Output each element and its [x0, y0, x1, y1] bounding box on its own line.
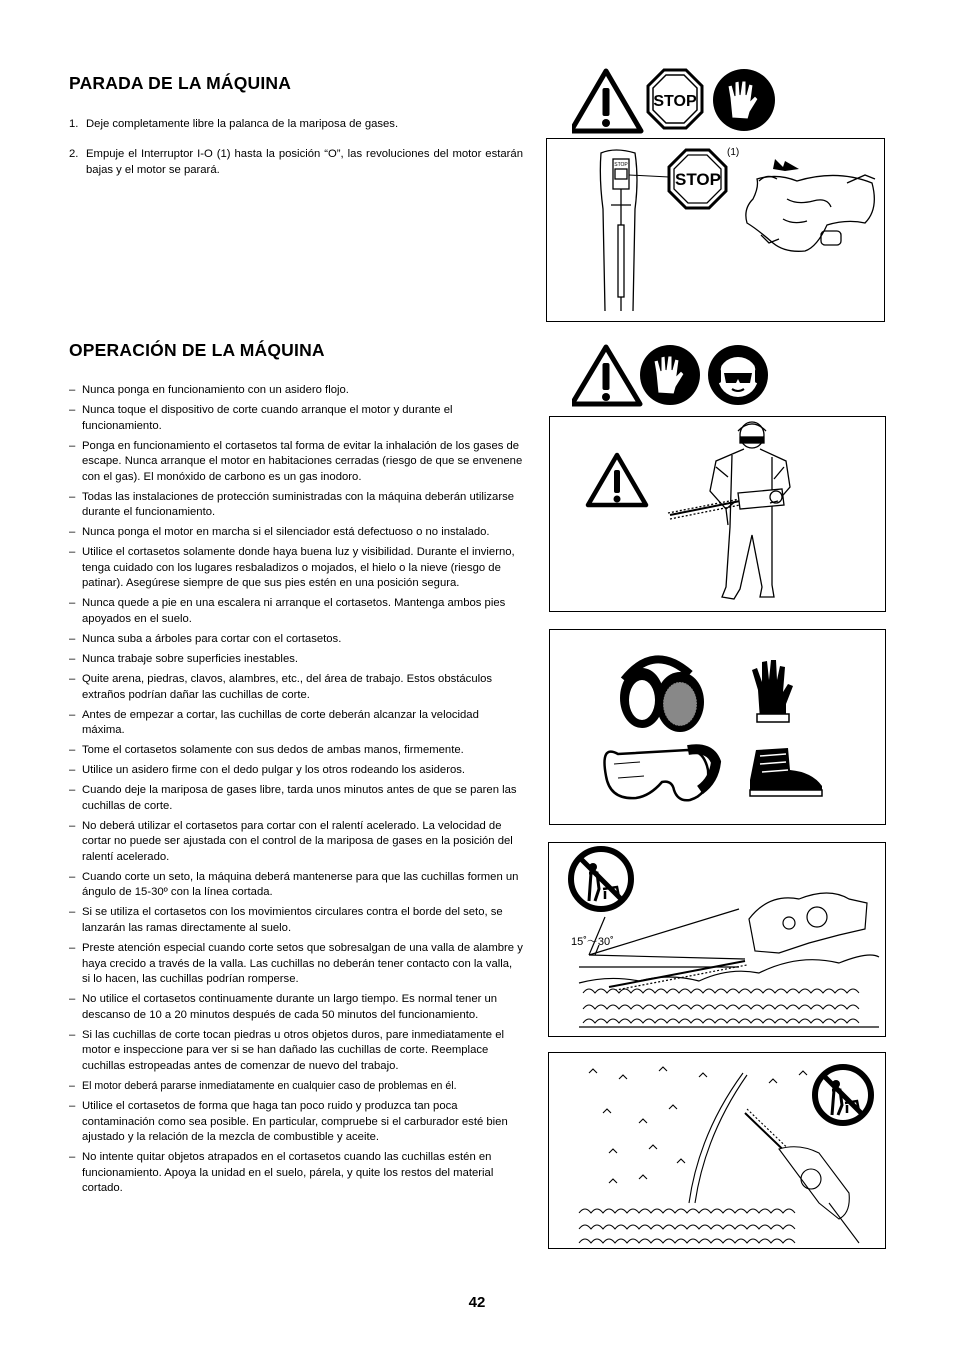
- svg-text:STOP: STOP: [614, 162, 628, 168]
- list-item: – No utilice el cortasetos continuamente durante un largo tiempo. Es normal tener un descanso de 10 a 20 minutos después de cada 50 minutos del funcionamiento.: [69, 992, 523, 1023]
- stop-sign-icon: [669, 150, 726, 208]
- hedge-foliage-drawing: [579, 1209, 795, 1243]
- list-item: – Utilice el cortasetos solamente donde haya buena luz y visibilidad. Durante el invierno, tenga cuidado con los lugares resbaladizos o mojados, el hielo o la nieve (riesgo de patinar). Asegúrese siempre de que sus pies estén en una posición segura.: [69, 545, 523, 592]
- stop-switch-figure: [546, 138, 885, 322]
- list-item: – El motor deberá pararse inmediatamente en cualquier caso de problemas en él.: [69, 1079, 523, 1095]
- list-item: – Si las cuchillas de corte tocan piedras u otros objetos duros, pare inmediatamente el motor e inspeccione para ver si se han dañado las cuchillas de corte. Reemplace cuchillas estropeadas antes de comenzar de nuevo del trabajo.: [69, 1028, 523, 1075]
- list-item: – Cuando deje la mariposa de gases libre, tarda unos minutos antes de que se paren las cuchillas de corte.: [69, 783, 523, 814]
- ear-eye-protection-icon: [708, 345, 768, 405]
- list-item: – Tome el cortasetos solamente con sus dedos de ambas manos, firmemente.: [69, 743, 523, 759]
- svg-text:STOP: STOP: [653, 93, 697, 110]
- list-item: – Quite arena, piedras, clavos, alambres, etc., del área de trabajo. Estos obstáculos extraños podrían dañar las cuchillas de corte.: [69, 672, 523, 703]
- switch-label-text: [614, 162, 628, 168]
- push-arrow-icon: [773, 159, 799, 171]
- stop-sign-icon: [648, 70, 702, 128]
- step-1: 1. Deje completamente libre la palanca de la mariposa de gases.: [69, 118, 399, 130]
- warning-triangle-icon: [572, 347, 640, 404]
- protective-equipment-figure: [549, 629, 886, 825]
- gloves-mandatory-icon: [713, 69, 775, 131]
- operation-list: [69, 383, 523, 1201]
- hand-on-switch-drawing: [746, 175, 875, 251]
- list-item: – Si se utiliza el cortasetos con los movimientos circulares contra el borde del seto, se lanzarán las ramas directamente al suelo.: [69, 905, 523, 936]
- ear-muffs-icon: [620, 659, 704, 732]
- safety-goggles-icon: [605, 749, 717, 800]
- list-item: – Ponga en funcionamiento el cortasetos tal forma de evitar la inhalación de los gases de escape. Nunca arranque el motor en habitaciones cerradas (riesgo de que se envenene con el gas). El monóxido de carbono es un gas inodoro.: [69, 439, 523, 486]
- list-item: – No intente quitar objetos atrapados en el cortasetos cuando las cuchillas estén en funcionamiento. Apoya la unidad en el suelo, párela, y quite los restos del material cortado.: [69, 1150, 523, 1197]
- cutting-angle-figure: [548, 842, 886, 1037]
- callout-1: (1): [727, 147, 740, 158]
- list-item: – Nunca trabaje sobre superficies inestables.: [69, 652, 523, 668]
- stop-section-icons: [572, 68, 778, 134]
- list-item: – Nunca quede a pie en una escalera ni arranque el cortasetos. Mantenga ambos pies apoyados en el suelo.: [69, 596, 523, 627]
- list-item: – Nunca toque el dispositivo de corte cuando arranque el motor y durante el funcionamiento.: [69, 403, 523, 434]
- section-title-operation: OPERACIÓN DE LA MÁQUINA: [69, 340, 325, 360]
- operator-with-hedge-trimmer-drawing: [668, 422, 790, 599]
- svg-text:STOP: STOP: [675, 170, 721, 189]
- no-people-animals-icon: [571, 849, 631, 909]
- list-item: – No deberá utilizar el cortasetos para cortar con el ralentí acelerado. La velocidad de cortar no puede ser ajustada con el control de la mariposa de gases en la posición del ralentí acelerado.: [69, 819, 523, 866]
- step-2: 2. Empuje el Interruptor I-O (1) hasta la posición “O”, las revoluciones del motor estarán bajas y el motor se parará.: [69, 148, 523, 176]
- angle-label: 15˚～30˚: [571, 936, 614, 948]
- list-item: – Utilice el cortasetos de forma que haga tan poco ruido y produzca tan poca contaminación como sea posible. En particular, compruebe si el carburador esté bien ajustado y la relación de la mezcla de combustible y aceite.: [69, 1099, 523, 1146]
- warning-triangle-icon: [572, 71, 641, 131]
- no-people-animals-icon: [815, 1067, 871, 1123]
- list-item: – Antes de empezar a cortar, las cuchillas de corte deberán alcanzar la velocidad máxima.: [69, 708, 523, 739]
- list-item: – Utilice un asidero firme con el dedo pulgar y los otros rodeando los asideros.: [69, 763, 523, 779]
- list-item: – Todas las instalaciones de protección suministradas con la máquina deberán utilizarse durante el funcionamiento.: [69, 490, 523, 521]
- list-item: – Nunca ponga en funcionamiento con un asidero flojo.: [69, 383, 523, 399]
- side-trimming-figure: [548, 1052, 886, 1249]
- section-title-stop: PARADA DE LA MÁQUINA: [69, 73, 292, 93]
- handle-drawing: [600, 150, 637, 311]
- list-item: – Cuando corte un seto, la máquina deberá mantenerse para que las cuchillas formen un ángulo de 15-30º con la línea cortada.: [69, 870, 523, 901]
- warning-triangle-icon: [588, 455, 646, 505]
- glove-icon: [752, 660, 793, 722]
- page-number: 42: [468, 1294, 486, 1311]
- list-item: – Nunca suba a árboles para cortar con el cortasetos.: [69, 632, 523, 648]
- list-item: – Preste atención especial cuando corte setos que sobresalgan de una valla de alambre y haya crecido a través de la valla. Las cuchillas no deberán tener contacto con la valla, si lo hacen, las cuchillas podrían romperse.: [69, 941, 523, 988]
- hedge-foliage-drawing: [583, 989, 859, 1023]
- operation-section-icons: [572, 343, 778, 407]
- safety-boot-icon: [750, 748, 822, 796]
- gloves-mandatory-icon: [640, 345, 700, 405]
- operator-figure: [549, 416, 886, 612]
- list-item: – Nunca ponga el motor en marcha si el silenciador está defectuoso o no instalado.: [69, 525, 523, 541]
